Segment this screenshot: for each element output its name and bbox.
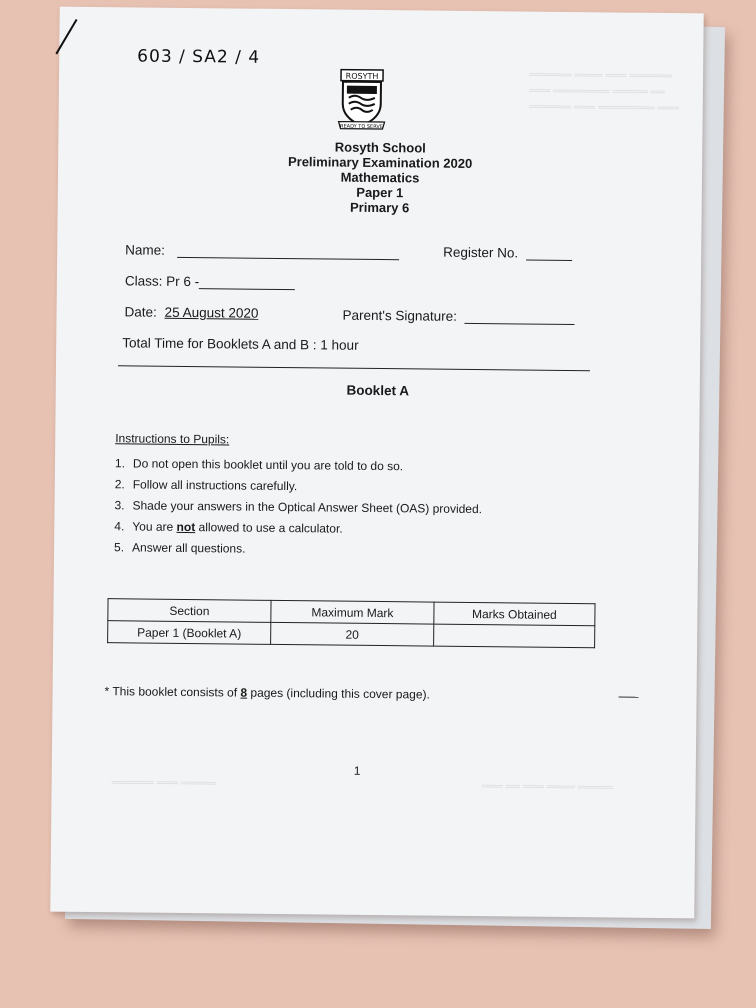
- level: Primary 6: [349, 199, 410, 216]
- name-blank[interactable]: [177, 242, 399, 260]
- signature-label: Parent's Signature:: [342, 307, 458, 324]
- register-label: Register No.: [443, 244, 519, 261]
- header-section: Section: [108, 599, 271, 623]
- register-field: [443, 244, 572, 261]
- class-label: Class:: [124, 273, 163, 289]
- bleed-through-text: ═══ ══ ═══ ════ ═════: [481, 781, 614, 794]
- exam-cover-page: [50, 7, 703, 919]
- instructions-list: [114, 456, 483, 565]
- subject: Mathematics: [340, 169, 420, 186]
- page-count-note: * This booklet consists of 8 pages (including this cover page).: [104, 684, 430, 702]
- bleed-through-text: ══════ ═══ ════════ ═══: [528, 101, 679, 115]
- school-name: Rosyth School: [334, 139, 426, 156]
- paper-number: Paper 1: [356, 184, 404, 201]
- stray-mark: [619, 697, 639, 698]
- svg-text:ROSYTH: ROSYTH: [345, 71, 379, 81]
- instructions-title: Instructions to Pupils:: [115, 431, 230, 447]
- name-field: [125, 241, 399, 260]
- school-crest-logo: [336, 68, 387, 133]
- handwritten-code: 603 / SA2 / 4: [137, 46, 261, 68]
- class-value: Pr 6 -: [166, 273, 200, 290]
- register-blank[interactable]: [526, 245, 572, 261]
- name-label: Name:: [125, 242, 166, 258]
- exam-title: Preliminary Examination 2020: [287, 154, 473, 171]
- total-time: Total Time for Booklets A and B : 1 hour: [122, 335, 359, 353]
- instruction-item: 1. Do not open this booklet until you are told to do so.: [114, 456, 404, 474]
- marks-table: [107, 598, 595, 648]
- signature-field: [342, 307, 574, 325]
- table-row: [108, 621, 595, 648]
- class-blank[interactable]: [199, 273, 295, 290]
- header-marks-obtained: Marks Obtained: [434, 602, 595, 626]
- instruction-item: 5. Answer all questions.: [114, 540, 246, 556]
- page-number: 1: [353, 763, 361, 778]
- emphasis-not: not: [176, 519, 196, 535]
- signature-blank[interactable]: [465, 308, 575, 325]
- bleed-through-text: ═══ ════════ ═════ ══: [528, 85, 665, 98]
- header-maximum-mark: Maximum Mark: [271, 600, 434, 624]
- instruction-item: 3. Shade your answers in the Optical Answer Sheet (OAS) provided.: [114, 498, 483, 517]
- bleed-through-text: ══════ ════ ═══ ══════: [529, 69, 673, 83]
- bleed-through-text: ══════ ═══ ═════: [111, 777, 217, 790]
- booklet-title: Booklet A: [346, 382, 410, 399]
- instruction-item: 2. Follow all instructions carefully.: [114, 477, 298, 494]
- pen-stroke: [55, 19, 77, 54]
- date-value: 25 August 2020: [164, 304, 259, 321]
- page-count: 8: [240, 685, 248, 700]
- cell-section: Paper 1 (Booklet A): [108, 621, 271, 645]
- cell-marks-obtained[interactable]: [434, 624, 595, 648]
- instruction-item: 4. You are not allowed to use a calculator.: [114, 519, 343, 536]
- cell-maximum-mark: 20: [271, 622, 434, 646]
- svg-text:READY TO SERVE: READY TO SERVE: [339, 123, 384, 131]
- date-field: [124, 304, 258, 320]
- divider-line: [118, 365, 590, 371]
- exam-header: [58, 137, 703, 219]
- class-field: [125, 272, 295, 290]
- date-label: Date:: [124, 304, 157, 320]
